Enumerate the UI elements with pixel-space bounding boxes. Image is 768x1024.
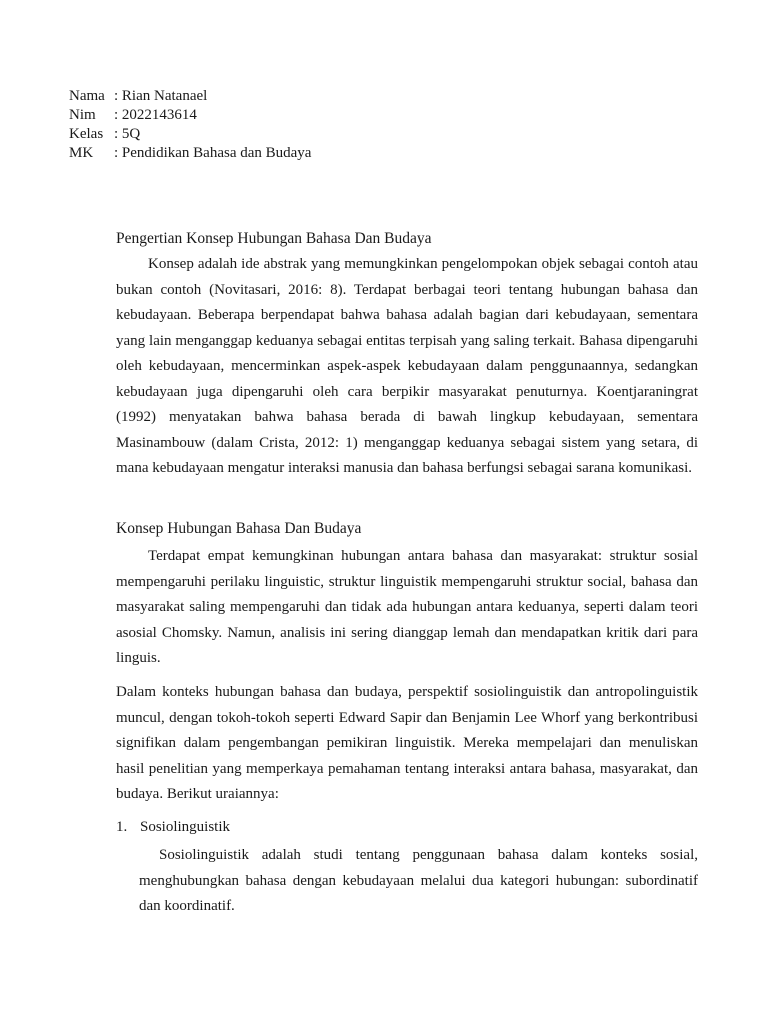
list-item-title: Sosiolinguistik bbox=[140, 819, 231, 835]
course-value: : Pendidikan Bahasa dan Budaya bbox=[114, 145, 312, 161]
info-row-nim bbox=[69, 106, 311, 125]
course-label: MK bbox=[69, 145, 94, 161]
info-row-name bbox=[69, 87, 311, 106]
section2-paragraph-2: Dalam konteks hubungan bahasa dan budaya, perspektif sosiolinguistik dan antropolinguistik muncul, dengan tokoh-tokoh seperti Edward Sapir dan Benjamin Lee Whorf yang berkontribusi signifikan dalam pengembangan pemikiran linguistik. Mereka mempelajari dan menuliskan hasil penelitian yang memperkaya pemahaman tentang interaksi antara bahasa, masyarakat, dan budaya. Berikut uraiannya: bbox=[116, 684, 698, 802]
list-item-sosiolinguistik bbox=[116, 819, 230, 836]
info-row-course bbox=[69, 144, 311, 163]
section2-paragraph-1: Terdapat empat kemungkinan hubungan antara bahasa dan masyarakat: struktur sosial mempengaruhi perilaku linguistic, struktur linguistik mempengaruhi struktur social, bahasa dan masyarakat saling mempengaruhi dan tidak ada hubungan antara keduanya, seperti dalam teori asosial Chomsky. Namun, analisis ini sering dianggap lemah dan mendapatkan kritik dari para linguis. bbox=[116, 548, 698, 666]
class-label: Kelas bbox=[69, 126, 104, 142]
class-value: : 5Q bbox=[114, 126, 141, 142]
name-value: : Rian Natanael bbox=[114, 88, 208, 104]
section2-heading: Konsep Hubungan Bahasa Dan Budaya bbox=[116, 520, 362, 537]
nim-label: Nim bbox=[69, 107, 96, 123]
list-item-text: Sosiolinguistik adalah studi tentang penggunaan bahasa dalam konteks sosial, menghubungkan bahasa dengan kebudayaan melalui dua kategori hubungan: subordinatif dan koordinatif. bbox=[139, 847, 698, 914]
section1-paragraph: Konsep adalah ide abstrak yang memungkinkan pengelompokan objek sebagai contoh atau bukan contoh (Novitasari, 2016: 8). Terdapat berbagai teori tentang hubungan bahasa dan kebudayaan. Beberapa berpendapat bahwa bahasa adalah bagian dari kebudayaan, sementara yang lain menganggap keduanya sebagai entitas terpisah yang saling terkait. Bahasa dipengaruhi oleh kebudayaan, mencerminkan aspek-aspek kebudayaan dalam penggunaannya, sedangkan kebudayaan juga dipengaruhi oleh cara berpikir masyarakat penuturnya. Koentjaraningrat (1992) menyatakan bahwa bahasa berada di bawah lingkup kebudayaan, sementara Masinambouw (dalam Crista, 2012: 1) menganggap keduanya sebagai sistem yang setara, di mana kebudayaan mengatur interaksi manusia dan bahasa berfungsi sebagai sarana komunikasi. bbox=[116, 256, 698, 476]
info-row-class bbox=[69, 125, 311, 144]
name-label: Nama bbox=[69, 88, 105, 104]
section1-heading: Pengertian Konsep Hubungan Bahasa Dan Budaya bbox=[116, 230, 432, 247]
nim-value: : 2022143614 bbox=[114, 107, 197, 123]
list-item-number: 1. bbox=[116, 819, 128, 835]
student-info-block bbox=[69, 87, 311, 163]
